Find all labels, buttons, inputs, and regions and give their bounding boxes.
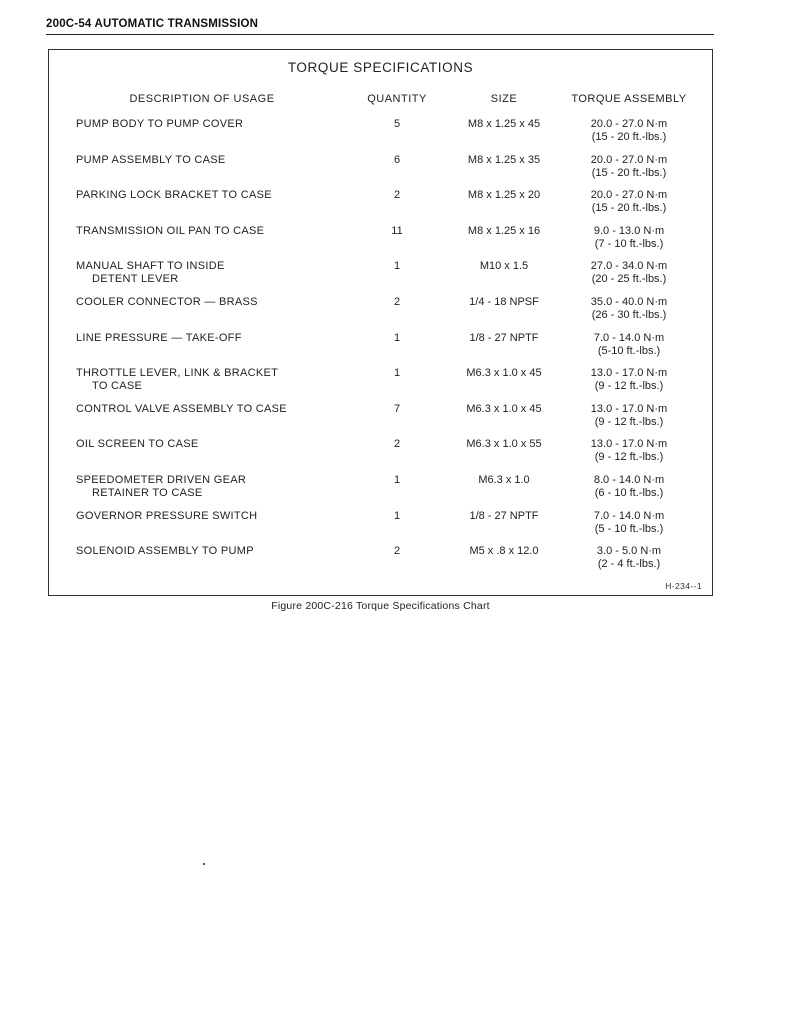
size-cell: M8 x 1.25 x 20 <box>467 189 541 202</box>
table-row <box>49 296 712 330</box>
torque-foot-pounds: (9 - 12 ft.-lbs.) <box>594 415 664 428</box>
usage-description <box>76 545 346 558</box>
torque-cell <box>559 545 699 571</box>
torque-newton-meters: 13.0 - 17.0 N·m <box>590 438 668 451</box>
size-cell: M5 x .8 x 12.0 <box>469 545 539 558</box>
page-header: 200C-54 AUTOMATIC TRANSMISSION <box>46 18 259 30</box>
size-cell: M8 x 1.25 x 16 <box>467 224 541 237</box>
usage-description <box>76 118 346 131</box>
usage-description <box>76 260 346 286</box>
quantity-cell: 1 <box>393 331 401 344</box>
size-cell: M6.3 x 1.0 x 55 <box>466 438 542 451</box>
torque-foot-pounds: (2 - 4 ft.-lbs.) <box>597 558 661 571</box>
quantity-cell: 5 <box>393 118 401 130</box>
usage-description-line2: TO CASE <box>92 380 143 393</box>
usage-description <box>76 296 346 309</box>
table-row <box>49 545 712 579</box>
quantity-cell: 2 <box>393 189 401 202</box>
size-cell: M6.3 x 1.0 x 45 <box>466 367 542 380</box>
torque-cell <box>559 189 699 215</box>
quantity-cell: 7 <box>393 402 401 415</box>
table-row <box>49 118 712 152</box>
scan-speck <box>203 863 205 865</box>
torque-specifications-chart <box>48 49 713 596</box>
usage-description-line1: SPEEDOMETER DRIVEN GEAR <box>76 474 247 486</box>
column-header-torque: TORQUE ASSEMBLY <box>571 93 687 105</box>
quantity-cell: 1 <box>393 367 401 380</box>
usage-description-line1: OIL SCREEN TO CASE <box>76 438 199 451</box>
column-header-size: SIZE <box>490 93 518 105</box>
table-row <box>49 474 712 508</box>
torque-cell <box>559 438 699 464</box>
torque-newton-meters: 20.0 - 27.0 N·m <box>590 118 668 130</box>
size-cell: M8 x 1.25 x 35 <box>467 153 541 166</box>
torque-cell <box>559 118 699 144</box>
size-cell: M6.3 x 1.0 <box>478 474 530 486</box>
table-row <box>49 154 712 188</box>
torque-cell <box>559 510 699 536</box>
usage-description <box>76 438 346 451</box>
quantity-cell: 1 <box>393 260 401 273</box>
quantity-cell: 1 <box>393 474 401 486</box>
quantity-cell: 2 <box>393 296 401 308</box>
usage-description-line1: PUMP BODY TO PUMP COVER <box>76 118 244 130</box>
usage-description-line1: GOVERNOR PRESSURE SWITCH <box>76 509 258 522</box>
table-row <box>49 438 712 472</box>
usage-description-line2: RETAINER TO CASE <box>92 487 203 499</box>
usage-description-line2: DETENT LEVER <box>92 273 179 286</box>
usage-description-line1: CONTROL VALVE ASSEMBLY TO CASE <box>76 402 287 415</box>
table-row <box>49 332 712 366</box>
torque-foot-pounds: (20 - 25 ft.-lbs.) <box>591 273 667 286</box>
table-row <box>49 260 712 294</box>
column-header-quantity: QUANTITY <box>367 93 427 105</box>
usage-description-line1: TRANSMISSION OIL PAN TO CASE <box>76 224 265 237</box>
usage-description-line1: THROTTLE LEVER, LINK & BRACKET <box>76 367 279 380</box>
header-rule <box>46 34 714 35</box>
torque-foot-pounds: (9 - 12 ft.-lbs.) <box>594 451 664 464</box>
torque-cell <box>559 367 699 393</box>
column-header-description: DESCRIPTION OF USAGE <box>129 93 275 105</box>
usage-description-line1: PUMP ASSEMBLY TO CASE <box>76 153 226 166</box>
torque-cell <box>559 474 699 500</box>
size-cell: M10 x 1.5 <box>479 260 529 273</box>
torque-newton-meters: 13.0 - 17.0 N·m <box>590 367 668 380</box>
usage-description-line1: MANUAL SHAFT TO INSIDE <box>76 260 225 273</box>
usage-description <box>76 189 346 202</box>
size-cell: M8 x 1.25 x 45 <box>467 118 541 130</box>
torque-newton-meters: 7.0 - 14.0 N·m <box>593 331 665 344</box>
torque-cell <box>559 403 699 429</box>
usage-description-line1: SOLENOID ASSEMBLY TO PUMP <box>76 545 254 558</box>
torque-foot-pounds: (15 - 20 ft.-lbs.) <box>591 166 667 179</box>
quantity-cell: 2 <box>393 545 401 558</box>
quantity-cell: 6 <box>393 153 401 166</box>
size-cell: 1/4 - 18 NPSF <box>469 296 539 308</box>
table-row <box>49 367 712 401</box>
usage-description-line1: COOLER CONNECTOR — BRASS <box>76 296 258 308</box>
torque-foot-pounds: (9 - 12 ft.-lbs.) <box>594 380 664 393</box>
usage-description <box>76 332 346 345</box>
torque-foot-pounds: (5-10 ft.-lbs.) <box>597 344 661 357</box>
size-cell: 1/8 - 27 NPTF <box>469 509 539 522</box>
table-row <box>49 189 712 223</box>
torque-newton-meters: 20.0 - 27.0 N·m <box>590 153 668 166</box>
torque-newton-meters: 7.0 - 14.0 N·m <box>593 509 665 522</box>
torque-cell <box>559 296 699 322</box>
usage-description <box>76 154 346 167</box>
usage-description <box>76 474 346 500</box>
table-row <box>49 403 712 437</box>
quantity-cell: 2 <box>393 438 401 451</box>
chart-title: TORQUE SPECIFICATIONS <box>287 60 474 75</box>
torque-cell <box>559 260 699 286</box>
torque-foot-pounds: (5 - 10 ft.-lbs.) <box>594 522 664 535</box>
torque-foot-pounds: (26 - 30 ft.-lbs.) <box>591 309 667 321</box>
torque-newton-meters: 35.0 - 40.0 N·m <box>590 296 668 308</box>
usage-description <box>76 510 346 523</box>
torque-newton-meters: 13.0 - 17.0 N·m <box>590 402 668 415</box>
table-row <box>49 225 712 259</box>
size-cell: M6.3 x 1.0 x 45 <box>466 402 542 415</box>
torque-foot-pounds: (7 - 10 ft.-lbs.) <box>594 237 664 250</box>
torque-foot-pounds: (15 - 20 ft.-lbs.) <box>591 131 667 143</box>
torque-newton-meters: 9.0 - 13.0 N·m <box>593 224 665 237</box>
torque-foot-pounds: (6 - 10 ft.-lbs.) <box>594 487 664 499</box>
quantity-cell: 1 <box>393 509 401 522</box>
torque-foot-pounds: (15 - 20 ft.-lbs.) <box>591 202 667 215</box>
usage-description-line1: LINE PRESSURE — TAKE-OFF <box>76 331 242 344</box>
quantity-cell: 11 <box>391 224 403 237</box>
figure-caption: Figure 200C-216 Torque Specifications Chart <box>271 600 490 612</box>
torque-newton-meters: 8.0 - 14.0 N·m <box>593 474 665 486</box>
torque-cell <box>559 332 699 358</box>
torque-cell <box>559 154 699 180</box>
size-cell: 1/8 - 27 NPTF <box>469 331 539 344</box>
usage-description-line1: PARKING LOCK BRACKET TO CASE <box>76 189 272 202</box>
torque-newton-meters: 3.0 - 5.0 N·m <box>596 545 662 558</box>
usage-description <box>76 403 346 416</box>
figure-id: H-234--1 <box>665 581 702 591</box>
usage-description <box>76 367 346 393</box>
usage-description <box>76 225 346 238</box>
torque-newton-meters: 20.0 - 27.0 N·m <box>590 189 668 202</box>
torque-cell <box>559 225 699 251</box>
torque-newton-meters: 27.0 - 34.0 N·m <box>590 260 668 273</box>
table-row <box>49 510 712 544</box>
